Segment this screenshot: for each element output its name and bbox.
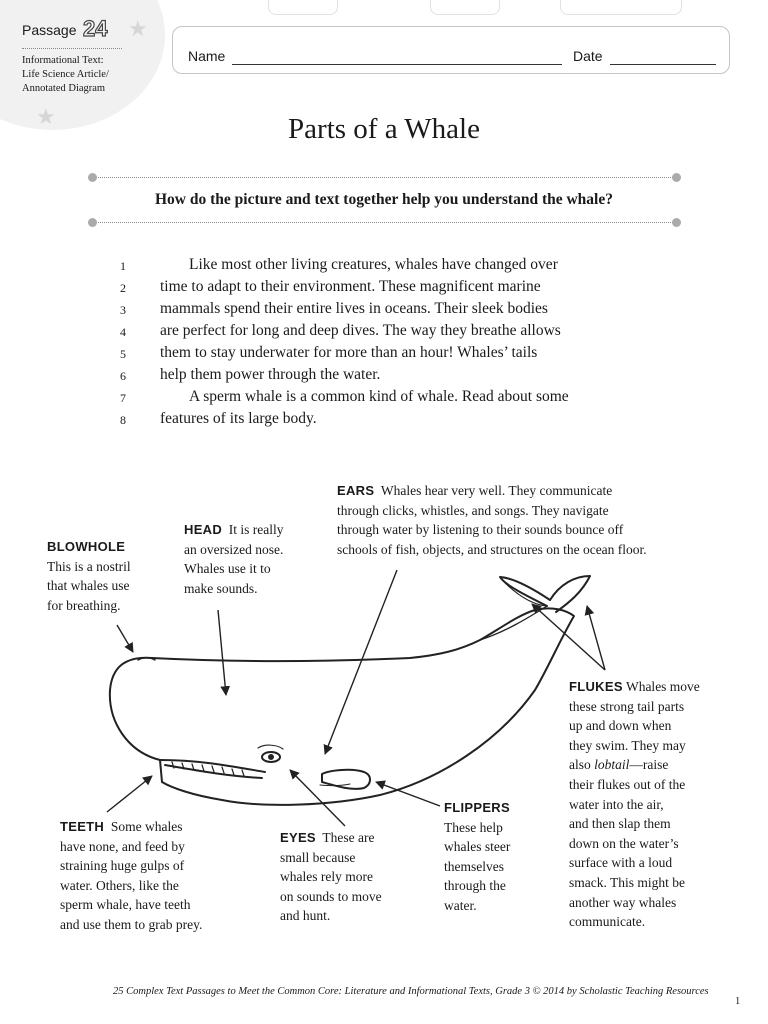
label-text: These are [322, 830, 375, 845]
label-text: and use them to grab prey. [60, 916, 203, 932]
page-title: Parts of a Whale [288, 113, 480, 145]
label-text: This is a nostril [47, 558, 131, 574]
label-text: smack. This might be [569, 874, 685, 890]
label-term: BLOWHOLE [47, 539, 126, 554]
label-eyes [280, 828, 420, 926]
label-text: an oversized nose. [184, 541, 284, 557]
label-text: also [569, 757, 595, 773]
label-text: have none, and feed by [60, 838, 185, 854]
label-text: whales steer [444, 839, 511, 855]
label-text: Whales move [625, 679, 700, 694]
label-text: communicate. [569, 914, 646, 930]
guiding-question: How do the picture and text together help you understand the whale? [155, 191, 613, 208]
line-text: are perfect for long and deep dives. The way they breathe allows [160, 322, 561, 339]
label-term: EARS [337, 483, 375, 498]
page-number: 1 [735, 996, 741, 1007]
label-flippers [444, 798, 554, 916]
passage-number: 24 [83, 16, 108, 41]
label-text: schools of fish, objects, and structures on the ocean floor. [337, 541, 647, 557]
line-text: A sperm whale is a common kind of whale. Read about some [189, 388, 569, 405]
label-text: These help [444, 819, 503, 835]
label-text: another way whales [569, 894, 677, 910]
label-text: and hunt. [280, 908, 331, 924]
line-number: 8 [120, 413, 126, 427]
name-label: Name [188, 48, 226, 64]
label-text: small because [280, 849, 356, 865]
label-term: EYES [280, 830, 316, 845]
line-text: features of its large body. [160, 410, 317, 427]
label-text: up and down when [569, 718, 672, 734]
label-blowhole [47, 537, 167, 615]
label-term: HEAD [184, 522, 223, 537]
label-text: that whales use [47, 578, 130, 594]
line-number: 5 [120, 347, 126, 361]
label-text: these strong tail parts [569, 698, 685, 714]
label-text: water. [444, 897, 477, 913]
line-number: 7 [120, 391, 126, 405]
label-term-italic: lobtail [594, 757, 630, 773]
label-text: —raise [629, 757, 669, 773]
label-text: their flukes out of the [569, 776, 686, 792]
line-number: 4 [120, 325, 126, 339]
label-text: make sounds. [184, 580, 258, 596]
label-text: themselves [444, 858, 504, 874]
genre-label: Informational Text: Life Science Article/ Annotated Diagram [22, 55, 109, 94]
line-number: 1 [120, 259, 126, 273]
label-text: through the [444, 878, 506, 894]
line-text: mammals spend their entire lives in oceans. Their sleek bodies [160, 300, 548, 317]
label-term: TEETH [60, 819, 105, 834]
label-text: on sounds to move [280, 888, 382, 904]
label-text: straining huge gulps of [60, 858, 185, 874]
label-text: surface with a loud [569, 855, 673, 871]
label-text: It is really [228, 522, 284, 537]
label-text: sperm whale, have teeth [60, 897, 191, 913]
passage-label: Passage [22, 22, 77, 38]
label-text: Whales hear very well. They communicate [380, 483, 613, 498]
label-term: FLIPPERS [444, 800, 510, 815]
line-number: 2 [120, 281, 126, 295]
label-text: and then slap them [569, 816, 671, 832]
label-flukes [569, 677, 739, 932]
line-text: time to adapt to their environment. These magnificent marine [160, 278, 541, 295]
footer-credit: 25 Complex Text Passages to Meet the Common Core: Literature and Informational Texts, Grade 3 © 2014 by Scholastic Teaching Resources [113, 986, 709, 997]
label-text: down on the water’s [569, 835, 679, 851]
label-text: they swim. They may [569, 737, 686, 753]
label-teeth [60, 817, 250, 935]
label-text: for breathing. [47, 597, 121, 613]
line-text: help them power through the water. [160, 366, 381, 383]
line-number: 3 [120, 303, 126, 317]
line-text: them to stay underwater for more than an hour! Whales’ tails [160, 344, 538, 361]
label-text: water. Others, like the [60, 877, 179, 893]
label-head [184, 520, 324, 598]
label-term: FLUKES [569, 679, 623, 694]
star-icon: ★ [128, 16, 148, 41]
line-text: Like most other living creatures, whales have changed over [189, 256, 558, 273]
label-ears [337, 481, 757, 559]
label-text: through water by listening to their sounds bounce off [337, 522, 624, 538]
label-text: water into the air, [569, 796, 664, 812]
label-text: Whales use it to [184, 561, 271, 577]
date-label: Date [573, 48, 603, 64]
label-text: whales rely more [280, 869, 373, 885]
star-icon: ★ [36, 104, 56, 129]
label-text: through clicks, whistles, and songs. They navigate [337, 502, 609, 518]
label-text: Some whales [110, 819, 183, 834]
line-number: 6 [120, 369, 126, 383]
